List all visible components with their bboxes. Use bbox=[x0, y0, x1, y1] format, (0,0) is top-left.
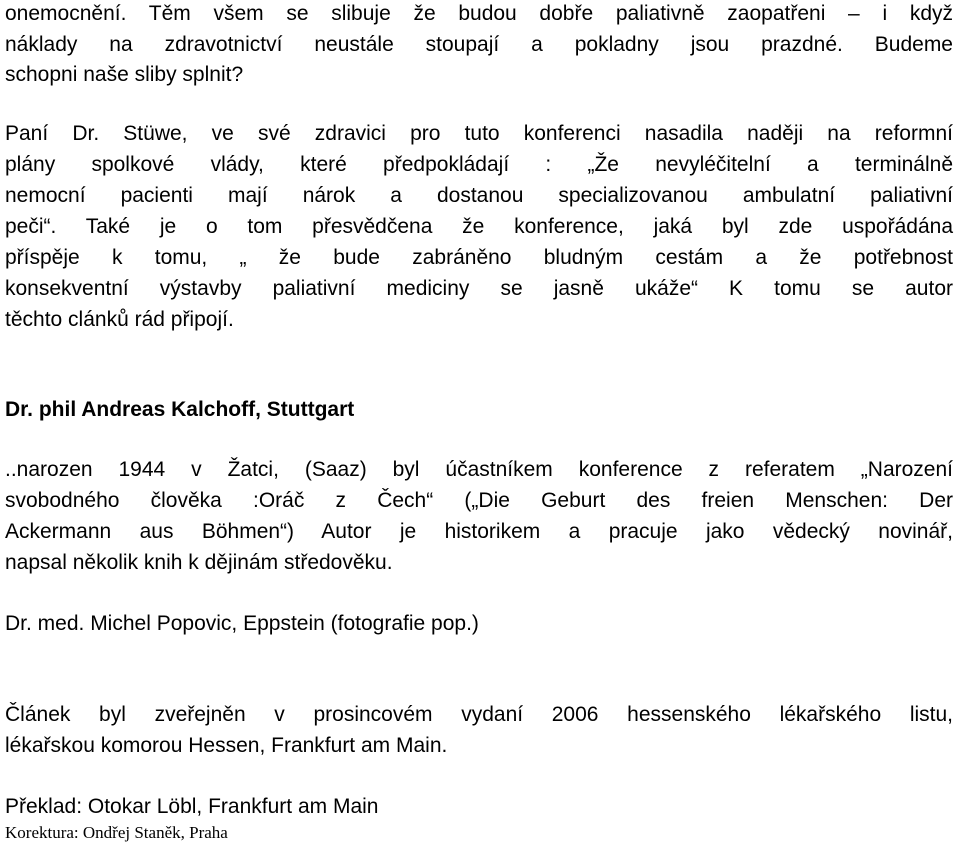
publication-line-1: Článek byl zveřejněn v prosincovém vydaní 2006 hessenského lékařského listu, bbox=[5, 703, 953, 726]
author-heading: Dr. phil Andreas Kalchoff, Stuttgart bbox=[5, 398, 355, 421]
photo-credit: Dr. med. Michel Popovic, Eppstein (fotografie pop.) bbox=[5, 612, 479, 635]
publication-line-2: lékařskou komorou Hessen, Frankfurt am Main. bbox=[5, 734, 448, 757]
proofreading-credit: Korektura: Ondřej Staněk, Praha bbox=[5, 823, 228, 842]
stuwe-line-3: nemocní pacienti mají nárok a dostanou specializovanou ambulatní paliativní bbox=[5, 184, 953, 207]
intro-line-3: schopni naše sliby splnit? bbox=[5, 63, 244, 86]
stuwe-line-5: příspěje k tomu, „ že bude zabráněno bludným cestám a že potřebnost bbox=[5, 246, 953, 269]
author-line-4: napsal několik knih k dějinám středověku. bbox=[5, 551, 393, 574]
stuwe-line-6: konsekventní výstavby paliativní mediciny se jasně ukáže“ K tomu se autor bbox=[5, 277, 953, 300]
translation-credit: Překlad: Otokar Löbl, Frankfurt am Main bbox=[5, 795, 379, 818]
intro-line-1: onemocnění. Těm všem se slibuje že budou dobře paliativně zaopatřeni – i když bbox=[5, 2, 953, 25]
stuwe-line-2: plány spolkové vlády, které předpokládají : „Že nevyléčitelní a terminálně bbox=[5, 153, 953, 176]
intro-line-2: náklady na zdravotnictví neustále stoupají a pokladny jsou prazdné. Budeme bbox=[5, 33, 953, 56]
author-line-2: svobodného člověka :Oráč z Čech“ („Die Geburt des freien Menschen: Der bbox=[5, 489, 953, 512]
stuwe-line-7: těchto clánků rád připojí. bbox=[5, 308, 234, 331]
author-line-3: Ackermann aus Böhmen“) Autor je historikem a pracuje jako vědecký novinář, bbox=[5, 520, 953, 543]
stuwe-line-4: peči“. Také je o tom přesvědčena že konference, jaká byl zde uspořádána bbox=[5, 215, 953, 238]
stuwe-line-1: Paní Dr. Stüwe, ve své zdravici pro tuto konferenci nasadila naději na reformní bbox=[5, 122, 953, 145]
author-line-1: ..narozen 1944 v Žatci, (Saaz) byl účastníkem konference z referatem „Narození bbox=[5, 458, 953, 481]
